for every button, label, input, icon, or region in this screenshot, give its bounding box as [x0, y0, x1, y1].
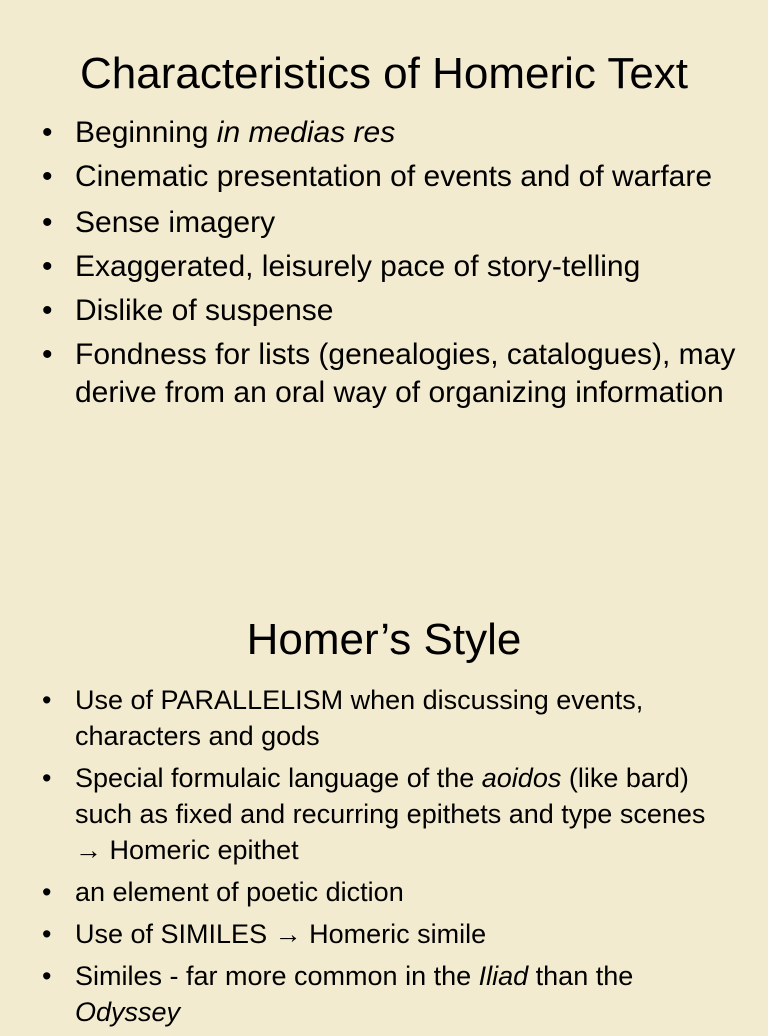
bullet-icon: • [42, 250, 53, 283]
bullet-text: Fondness for lists (genealogies, catalogues), may derive from an oral way of organizing information [75, 338, 736, 409]
bullet-icon: • [42, 338, 53, 371]
bullet-icon: • [42, 206, 53, 239]
list-item [0, 248, 768, 286]
slide-title: Homer’s Style [246, 615, 522, 664]
list-item [0, 682, 768, 754]
bullet-text-italic: in medias res [216, 116, 396, 149]
bullet-icon: • [42, 294, 53, 327]
bullet-icon: • [42, 877, 52, 907]
list-item [0, 336, 768, 412]
list-item [0, 760, 768, 868]
bullet-text-italic: aoidos [481, 763, 562, 793]
bullet-text: Sense imagery [75, 206, 276, 239]
bullet-text: Use of SIMILES → Homeric simile [75, 919, 487, 949]
bullet-text: Use of PARALLELISM when discussing events, characters and gods [75, 685, 644, 751]
bullet-list [0, 682, 768, 1030]
bullet-text: Special formulaic language of the [75, 763, 482, 793]
bullet-text: than the [528, 961, 634, 991]
list-item [0, 958, 768, 1030]
bullet-text-italic: Odyssey [75, 997, 181, 1027]
bullet-text: Exaggerated, leisurely pace of story-telling [75, 250, 641, 283]
list-item [0, 204, 768, 242]
slide-homers-style [0, 612, 768, 1036]
list-item [0, 114, 768, 152]
list-item [0, 874, 768, 910]
slide-characteristics [0, 46, 768, 420]
bullet-icon: • [42, 961, 52, 991]
list-item [0, 158, 768, 196]
slide-title: Characteristics of Homeric Text [79, 49, 689, 98]
bullet-icon: • [42, 160, 53, 193]
bullet-text: Cinematic presentation of events and of warfare [75, 160, 713, 193]
list-item [0, 292, 768, 330]
list-item [0, 916, 768, 952]
bullet-icon: • [42, 685, 52, 715]
bullet-text: Dislike of suspense [75, 294, 334, 327]
bullet-icon: • [42, 919, 52, 949]
bullet-text: Similes - far more common in the [75, 961, 479, 991]
bullet-text: Beginning [75, 116, 217, 149]
bullet-text: an element of poetic diction [75, 877, 404, 907]
bullet-text: (like bard) such as fixed and recurring epithets and type scenes → Homeric epithet [75, 763, 706, 865]
bullet-text-italic: Iliad [478, 961, 529, 991]
bullet-icon: • [42, 116, 53, 149]
bullet-icon: • [42, 763, 52, 793]
bullet-list [0, 114, 768, 412]
